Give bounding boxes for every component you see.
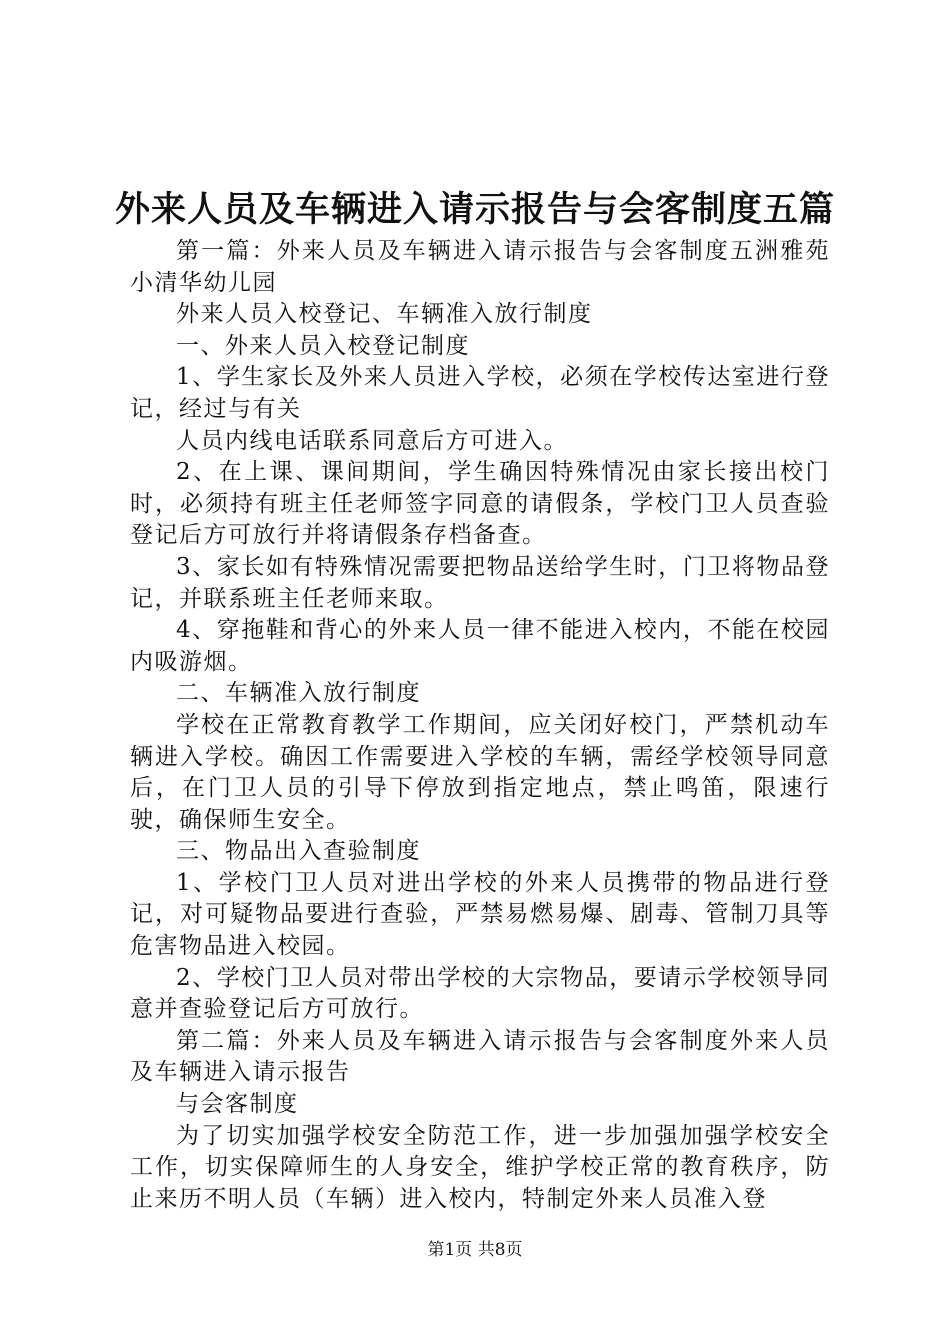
document-title: 外来人员及车辆进入请示报告与会客制度五篇 [114, 189, 835, 230]
paragraph: 一、外来人员入校登记制度 [176, 332, 470, 359]
paragraph: 1、学生家长及外来人员进入学校，必须在学校传达室进行登记，经过与有关 [130, 364, 830, 422]
paragraph: 第二篇：外来人员及车辆进入请示报告与会客制度外来人员及车辆进入请示报告 [130, 1027, 830, 1086]
paragraph: 1、学校门卫人员对进出学校的外来人员携带的物品进行登记，对可疑物品要进行查验，严禁易燃易爆、剧毒、管制刀具等危害物品进入校园。 [130, 869, 830, 960]
paragraph: 三、物品出入查验制度 [176, 838, 421, 865]
document-body [130, 236, 830, 1215]
paragraph: 4、穿拖鞋和背心的外来人员一律不能进入校内，不能在校园内吸游烟。 [130, 617, 830, 675]
paragraph: 为了切实加强学校安全防范工作，进一步加强加强学校安全工作，切实保障师生的人身安全，维护学校正常的教育秩序，防止来历不明人员（车辆）进入校内，特制定外来人员准入登 [130, 1122, 830, 1212]
paragraph: 2、学校门卫人员对带出学校的大宗物品，要请示学校领导同意并查验登记后方可放行。 [130, 964, 830, 1023]
page-number: 第1页 共8页 [427, 1240, 523, 1260]
paragraph: 二、车辆准入放行制度 [176, 680, 421, 707]
paragraph: 外来人员入校登记、车辆准入放行制度 [176, 301, 593, 328]
paragraph: 人员内线电话联系同意后方可进入。 [176, 427, 568, 454]
paragraph: 3、家长如有特殊情况需要把物品送给学生时，门卫将物品登记，并联系班主任老师来取。 [130, 553, 830, 612]
paragraph: 与会客制度 [176, 1091, 299, 1118]
paragraph: 学校在正常教育教学工作期间，应关闭好校门，严禁机动车辆进入学校。确因工作需要进入学校的车辆，需经学校领导同意后，在门卫人员的引导下停放到指定地点，禁止鸣笛，限速行驶，确保师生安全。 [130, 711, 830, 833]
paragraph: 2、在上课、课间期间，学生确因特殊情况由家长接出校门时，必须持有班主任老师签字同意的请假条，学校门卫人员查验登记后方可放行并将请假条存档备查。 [130, 459, 830, 549]
paragraph: 第一篇：外来人员及车辆进入请示报告与会客制度五洲雅苑小清华幼儿园 [130, 238, 830, 296]
